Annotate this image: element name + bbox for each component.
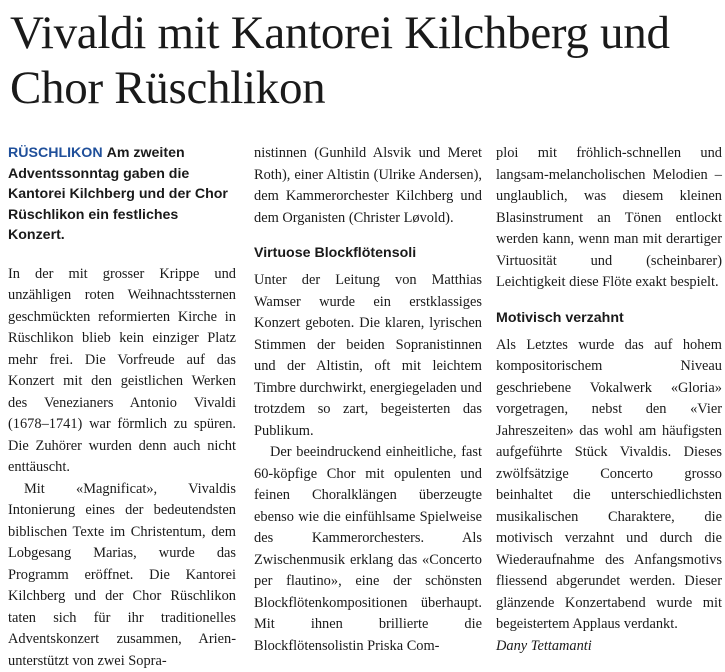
paragraph-2: Mit «Magnificat», Vivaldis Intonierung eines der bedeutendsten biblischen Texte im Christentum, dem Lobgesang Marias, wurde das Programm eröffnet. Die Kantorei Kilchberg und der Chor Rüschlikon taten sich für ihr traditionelles Adventskonzert zusammen, Arien-unterstützt von zwei Sopra- xyxy=(8,479,236,672)
article-column-1 xyxy=(8,143,236,672)
paragraph-4: Der beeindruckend einheitliche, fast 60-köpfige Chor mit opulenten und feinen Choralklängen überzeugte ebenso wie die einfühlsame Spielweise des Kammerorchesters. Als Zwischenmusik erklang das «Concerto per flautino», eine der schönsten Blockflötenkompositionen überhaupt. Mit ihnen brillierte die Blockflötensolistin Priska Com- xyxy=(254,442,482,657)
paragraph-5: Als Letztes wurde das auf hohem kompositorischem Niveau geschriebene Vokalwerk «Gloria» vorgetragen, nebst den «Vier Jahreszeiten» das wohl am häufigsten aufgeführte Stück Vivaldis. Dieses zwölfsätzige Concerto grosso beinhaltet die unterschiedlichsten musikalischen Charaktere, die motivisch verzahnt und durch die Wiederaufnahme des Anfangsmotivs fliessend abgerundet werden. Dieser glänzende Konzertabend wurde mit begeistertem Applaus verdankt. xyxy=(496,335,722,636)
subheading-1: Virtuose Blockflötensoli xyxy=(254,243,482,264)
paragraph-4-continued: ploi mit fröhlich-schnellen und langsam-melancholischen Melodien – unglaublich, was diesem kleinen Blasinstrument an Tönen entlockt werden kann, wenn man mit derartiger Virtuosität und (scheinbarer) Leichtigkeit diese Flöte exakt bespielt. xyxy=(496,143,722,294)
lead xyxy=(8,143,236,246)
paragraph-1: In der mit grosser Krippe und unzähligen roten Weihnachtssternen geschmückten reformierten Kirche in Rüschlikon blieb kein einziger Platz mehr frei. Die Vorfreude auf das Konzert mit den geistlichen Werken des Venezianers Antonio Vivaldi (1678–1741) war förmlich zu spüren. Die Zuhörer wurden denn auch nicht enttäuscht. xyxy=(8,264,236,479)
article-column-2 xyxy=(254,143,482,657)
lead-text: Am zweiten Adventssonntag gaben die Kantorei Kilchberg und der Chor Rüschlikon ein festliches Konzert. xyxy=(8,145,228,243)
paragraph-2-continued: nistinnen (Gunhild Alsvik und Meret Roth), einer Altistin (Ulrike Andersen), dem Kammerorchester Kilchberg und dem Organisten (Christer Løvold). xyxy=(254,143,482,229)
paragraph-3: Unter der Leitung von Matthias Wamser wurde ein erstklassiges Konzert geboten. Die klaren, lyrischen Stimmen der beiden Sopranistinnen und der Altistin, oft mit leichtem Timbre durchwirkt, energiegeladen und trotzdem so zart, begeisterten das Publikum. xyxy=(254,270,482,442)
dateline: RÜSCHLIKON xyxy=(8,145,103,161)
author-signature: Dany Tettamanti xyxy=(496,636,722,658)
article-column-3 xyxy=(496,143,722,657)
headline: Vivaldi mit Kantorei Kilchberg und Chor Rüschlikon xyxy=(10,6,720,116)
subheading-2: Motivisch verzahnt xyxy=(496,308,722,329)
